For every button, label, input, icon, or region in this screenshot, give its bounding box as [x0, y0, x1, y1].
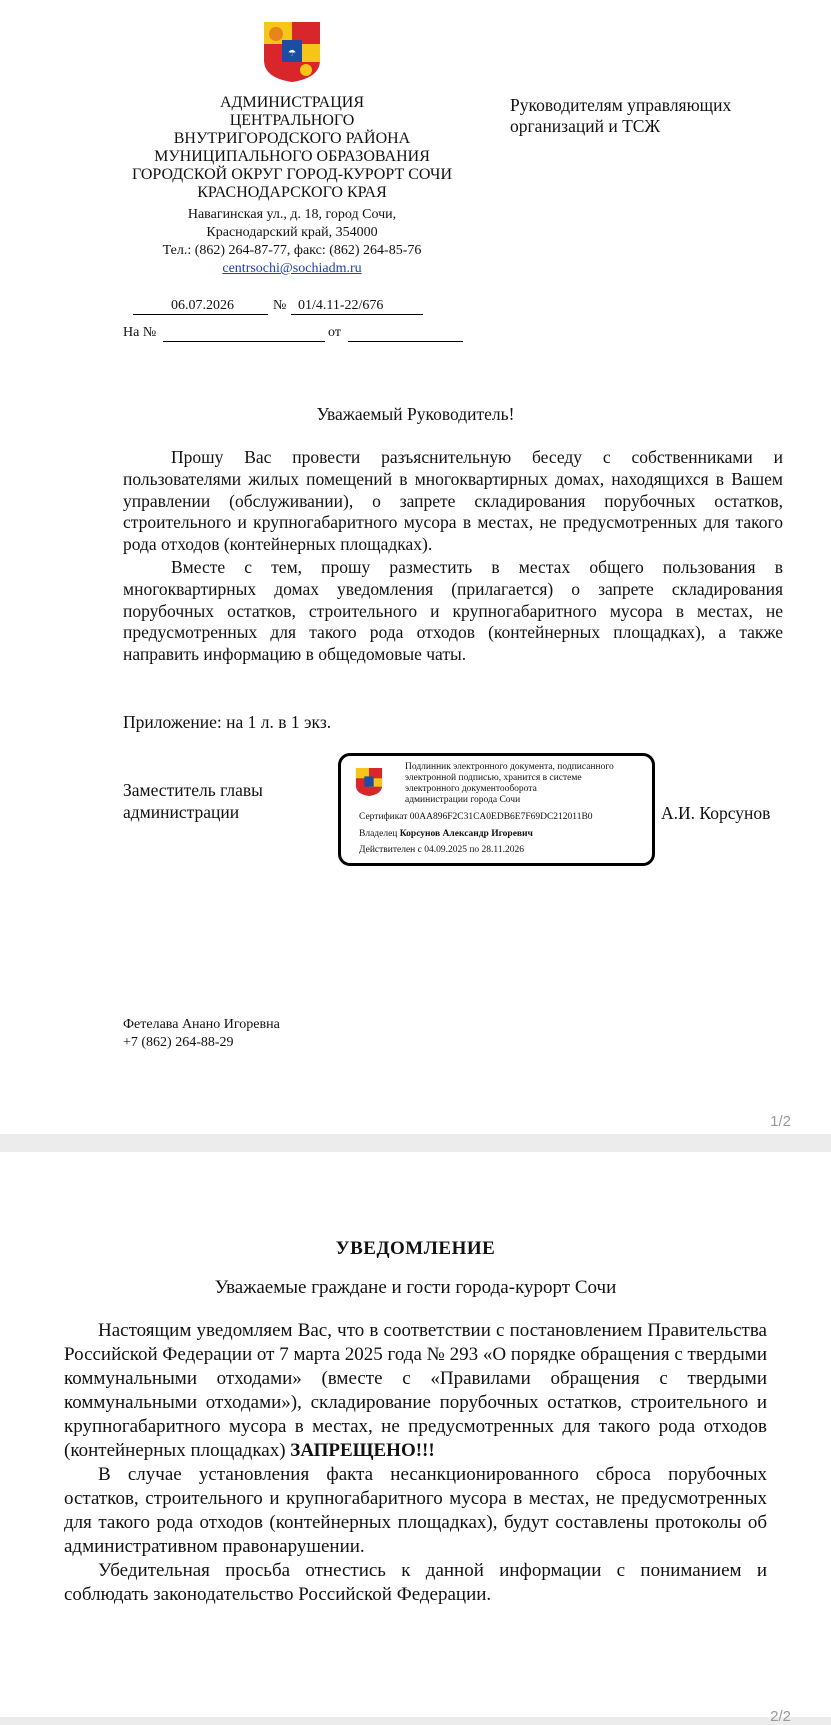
notice-subtitle: Уважаемые граждане и гости города-курорт Сочи	[214, 1277, 617, 1298]
org-line: ЦЕНТРАЛЬНОГО	[229, 112, 355, 129]
recipient-line: организаций и ТСЖ	[510, 116, 661, 136]
attachment-note: Приложение: на 1 л. в 1 экз.	[123, 712, 332, 732]
document-date: 06.07.2026	[171, 298, 234, 313]
executor-info	[123, 1016, 280, 1052]
body-paragraph-2: Вместе с тем, прошу разместить в местах общего пользования в многоквартирных домах уведомления (прилагается) о запрете складирования порубочных остатков, строительного и крупногабаритного мусора в местах, не предусмотренных для такого рода отходов (контейнерных площадках), а также направить информацию в общедомовые чаты.	[123, 557, 783, 665]
stamp-owner	[359, 829, 533, 840]
notice-paragraph-3: Убедительная просьба отнестись к данной информации с пониманием и соблюдать законодательство Российской Федерации.	[64, 1560, 767, 1605]
stamp-validity: Действителен с 04.09.2025 по 28.11.2026	[359, 845, 524, 855]
notice-title: УВЕДОМЛЕНИЕ	[335, 1238, 496, 1259]
executor-name: Фетелава Анано Игоревна	[123, 1017, 280, 1032]
stamp-header-line: Подлинник электронного документа, подписанного	[405, 762, 614, 772]
address-line: Навагинская ул., д. 18, город Сочи,	[187, 207, 397, 222]
org-line: МУНИЦИПАЛЬНОГО ОБРАЗОВАНИЯ	[154, 148, 430, 165]
signer-title-line: Заместитель главы	[123, 780, 263, 800]
sochi-coat-of-arms-icon	[262, 20, 322, 84]
stamp-owner-name: Корсунов Александр Игоревич	[399, 829, 533, 839]
document-number: 01/4.11-22/676	[298, 298, 384, 313]
executor-phone: +7 (862) 264-88-29	[123, 1035, 234, 1050]
address-line: Краснодарский край, 354000	[206, 225, 378, 240]
address-line: Тел.: (862) 264-87-77, факс: (862) 264-85-76	[162, 243, 422, 258]
organization-name	[112, 94, 472, 202]
recipient-block	[510, 95, 810, 137]
stamp-header	[405, 762, 614, 806]
svg-text:☂: ☂	[287, 49, 297, 59]
document-page-2	[0, 1152, 831, 1717]
sochi-coat-of-arms-icon	[355, 766, 383, 798]
organization-address	[112, 206, 472, 278]
reference-line	[123, 324, 463, 344]
stamp-header-line: электронной подписью, хранится в системе	[405, 773, 582, 783]
org-line: АДМИНИСТРАЦИЯ	[220, 94, 364, 111]
body-paragraph-1: Прошу Вас провести разъяснительную беседу с собственниками и пользователями жилых помещений в многоквартирных домах, находящихся в Вашем управлении (обслуживании), о запрете складирования порубочных остатков, строительного и крупногабаритного мусора в местах, не предусмотренных для такого рода отходов (контейнерных площадках).	[123, 447, 783, 555]
page-number: 1/2	[770, 1113, 791, 1130]
notice-paragraph-2: В случае установления факта несанкционированного сброса порубочных остатков, строительного и крупногабаритного мусора в местах, не предусмотренных для такого рода отходов (контейнерных площадках), будут составлены протоколы об административном правонарушении.	[64, 1464, 767, 1557]
signer-title-line: администрации	[123, 802, 240, 822]
number-sign: №	[273, 298, 287, 313]
org-line: КРАСНОДАРСКОГО КРАЯ	[197, 184, 387, 201]
signer-name: А.И. Корсунов	[661, 803, 771, 823]
org-line: ГОРОДСКОЙ ОКРУГ ГОРОД-КУРОРТ СОЧИ	[131, 166, 452, 183]
recipient-line: Руководителям управляющих	[510, 95, 732, 115]
signer-title	[123, 779, 263, 823]
stamp-certificate: Сертификат 00AA896F2C31CA0EDB6E7F69DC212011B0	[359, 812, 593, 822]
stamp-header-line: электронного документооборота	[405, 784, 537, 794]
na-label: На №	[123, 325, 157, 340]
email-link[interactable]: centrsochi@sochiadm.ru	[222, 261, 362, 276]
stamp-header-line: администрации города Сочи	[405, 795, 521, 805]
ot-label: от	[328, 325, 341, 340]
notice-paragraph-1: Настоящим уведомляем Вас, что в соответствии с постановлением Правительства Российской Федерации от 7 марта 2025 года № 293 «О порядке обращения с твердыми коммунальными отходами» (вместе с «Правилами обращения с твердыми коммунальными отходами»), складирование порубочных остатков, строительного и крупногабаритного мусора в местах, не предусмотренных для такого рода отходов (контейнерных площадках)	[64, 1320, 767, 1461]
greeting: Уважаемый Руководитель!	[316, 404, 515, 424]
page-number-2: 2/2	[770, 1708, 791, 1725]
notice-body	[64, 1319, 767, 1607]
document-number-line	[133, 297, 423, 317]
forbidden-label: ЗАПРЕЩЕНО!!!	[290, 1440, 435, 1461]
electronic-signature-stamp	[338, 753, 655, 866]
stamp-owner-label: Владелец	[359, 829, 398, 839]
org-line: ВНУТРИГОРОДСКОГО РАЙОНА	[173, 130, 411, 147]
